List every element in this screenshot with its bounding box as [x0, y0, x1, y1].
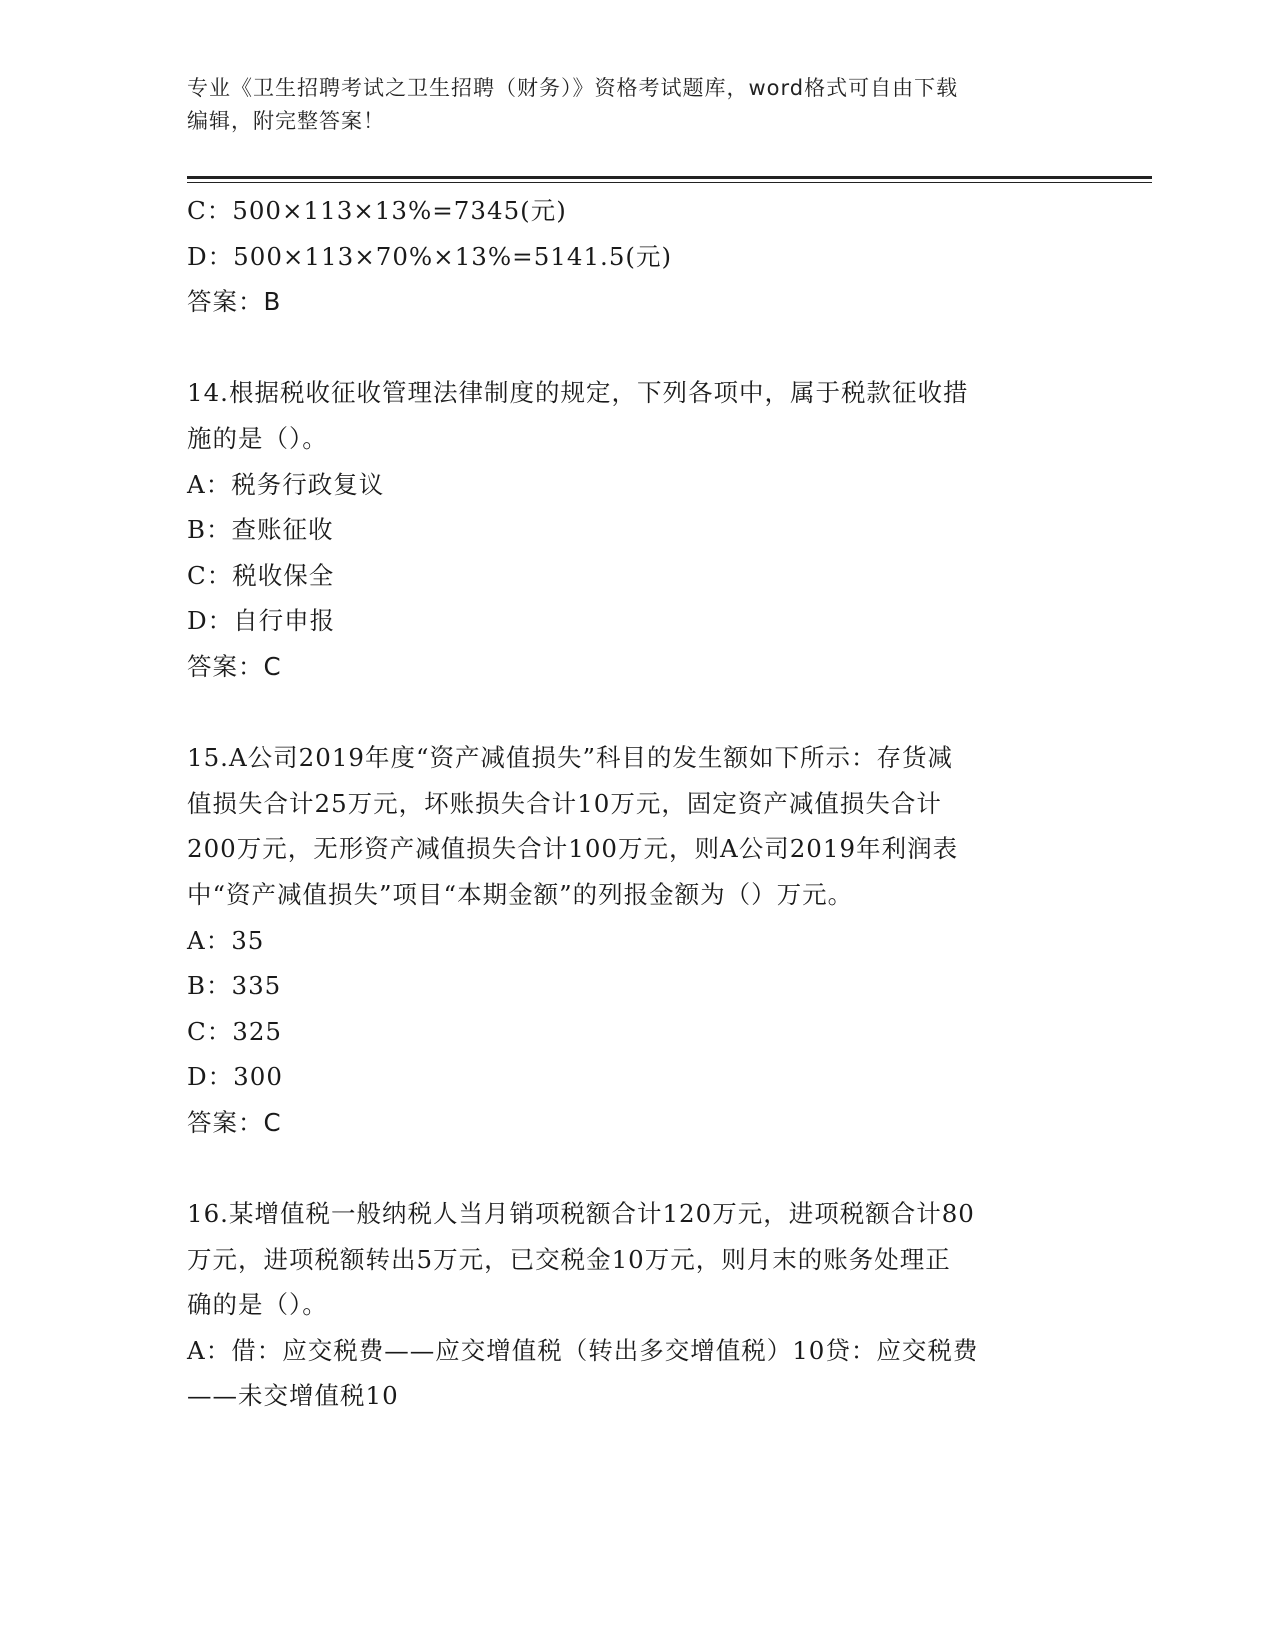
question-stem: 14.根据税收征收管理法律制度的规定，下列各项中，属于税款征收措	[187, 378, 969, 408]
question-stem: 200万元，无形资产减值损失合计100万元，则A公司2019年利润表	[187, 834, 959, 864]
header-line-1: 专业《卫生招聘考试之卫生招聘（财务）》资格考试题库，word格式可自由下载	[187, 76, 959, 100]
previous-question	[187, 188, 1087, 325]
option-c: C：税收保全	[187, 560, 335, 590]
question-stem: 施的是（）。	[187, 423, 328, 453]
option-a: A：税务行政复议	[187, 469, 385, 499]
header-rule-thin	[187, 182, 1152, 183]
answer: 答案：C	[187, 651, 282, 681]
question-stem: 值损失合计25万元，坏账损失合计10万元，固定资产减值损失合计	[187, 788, 942, 818]
option-d: D：300	[187, 1062, 283, 1092]
document-header	[187, 72, 1087, 138]
question-15	[187, 735, 1087, 1145]
option-a: A：借：应交税费——应交增值税（转出多交增值税）10贷：应交税费	[187, 1335, 979, 1365]
question-stem: 中“资产减值损失”项目“本期金额”的列报金额为（）万元。	[187, 879, 854, 909]
question-16	[187, 1191, 1087, 1419]
question-stem: 15.A公司2019年度“资产减值损失”科目的发生额如下所示：存货减	[187, 743, 954, 773]
answer: 答案：B	[187, 287, 282, 317]
answer: 答案：C	[187, 1107, 282, 1137]
header-line-2: 编辑，附完整答案！	[187, 109, 385, 133]
question-14	[187, 370, 1087, 689]
option-c: C：325	[187, 1016, 283, 1046]
option-b: B：335	[187, 971, 282, 1001]
option-d: D：500×113×70%×13%=5141.5(元)	[187, 241, 673, 271]
header-rule-thick	[187, 176, 1152, 179]
option-d: D：自行申报	[187, 606, 336, 636]
option-a: A：35	[187, 925, 265, 955]
option-a-continued: ——未交增值税10	[187, 1381, 399, 1411]
question-stem: 确的是（）。	[187, 1290, 328, 1320]
document-body	[187, 188, 1087, 1419]
question-stem: 16.某增值税一般纳税人当月销项税额合计120万元，进项税额合计80	[187, 1199, 975, 1229]
option-c: C：500×113×13%=7345(元)	[187, 196, 567, 225]
option-b: B：查账征收	[187, 515, 334, 545]
question-stem: 万元，进项税额转出5万元，已交税金10万元，则月末的账务处理正	[187, 1244, 951, 1274]
